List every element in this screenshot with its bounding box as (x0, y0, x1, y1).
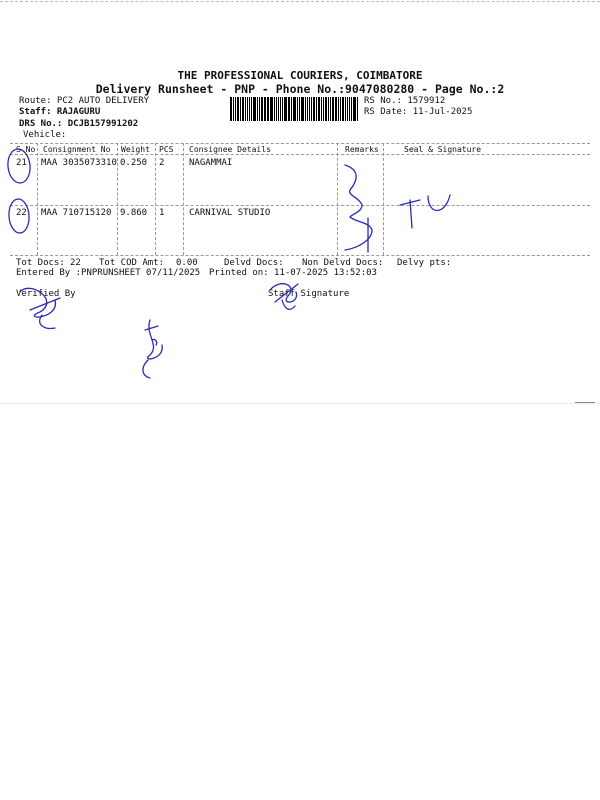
circle-mark-22 (8, 198, 30, 233)
company-title: THE PROFESSIONAL COURIERS, COIMBATORE (177, 69, 423, 82)
printed-on: Printed on: 11-07-2025 13:52:03 (209, 268, 377, 278)
rs-number: RS No.: 1579912 (364, 96, 446, 106)
col-header-weight: Weight (121, 145, 150, 154)
verified-by-label: Verified By (16, 289, 76, 299)
vehicle-text: Vehicle: (23, 130, 67, 140)
delivery-points-label: Delvy pts: (397, 258, 452, 268)
tot-docs-label: Tot Docs: (16, 258, 65, 268)
non-delivered-docs-label: Non Delvd Docs: (302, 258, 384, 268)
scan-artifact-line (575, 402, 595, 403)
col-header-consignee: Consignee Details (189, 145, 271, 154)
circle-mark-21 (6, 148, 31, 184)
staff-text: Staff: RAJAGURU (19, 107, 101, 117)
row-consignee: NAGAMMAI (189, 158, 233, 168)
row-consignment: MAA 710715120 (41, 208, 112, 218)
delivered-docs-label: Delvd Docs: (224, 258, 284, 268)
cod-amount-label: Tot COD Amt: (99, 258, 165, 268)
entered-by: Entered By :PNPRUNSHEET 07/11/2025 (16, 268, 201, 278)
row-weight: 0.250 (120, 158, 148, 168)
row-pcs: 1 (159, 208, 165, 218)
row-sno: 21 (16, 158, 27, 168)
staff-signature-label: Staff Signature (268, 289, 350, 299)
row-consignee: CARNIVAL STUDIO (189, 208, 271, 218)
row-consignment: MAA 3035073310 (41, 158, 117, 168)
drs-number: DRS No.: DCJB157991202 (19, 119, 139, 129)
runsheet-subtitle: Delivery Runsheet - PNP - Phone No.:9047080280 - Page No.:2 (95, 82, 505, 96)
verified-signature-scribble (20, 288, 60, 328)
seal-handwriting (400, 195, 450, 228)
row-weight: 9.860 (120, 208, 148, 218)
cod-amount-value: 0.00 (176, 258, 198, 268)
route-text: Route: PC2 AUTO DELIVERY (19, 96, 150, 106)
tot-docs-value: 22 (70, 258, 81, 268)
row-sno: 22 (16, 208, 27, 218)
col-header-remarks: Remarks (345, 145, 379, 154)
col-header-consignment: Consignment No (43, 145, 111, 154)
initials-scribble (143, 320, 162, 378)
col-header-seal: Seal & Signature (404, 145, 482, 154)
staff-signature-scribble (270, 284, 298, 310)
row-pcs: 2 (159, 158, 165, 168)
col-header-pcs: PCS (159, 145, 174, 154)
col-header-sno: S No (16, 145, 36, 154)
scan-artifact-line (0, 403, 600, 404)
rs-date: RS Date: 11-Jul-2025 (364, 107, 473, 117)
